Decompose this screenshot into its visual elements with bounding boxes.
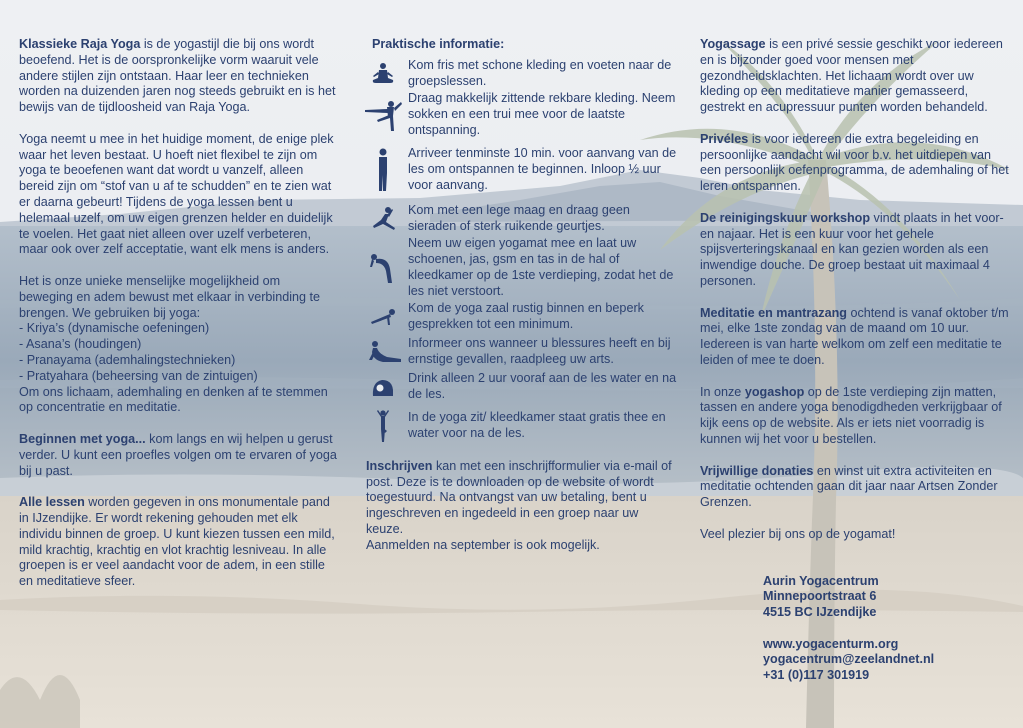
yogassage-text: is een privé sessie geschikt voor iedereen en is bijzonder goed voor mensen met gezondheidsklachten. Het lichaam wordt over uw kleding op een meditatieve manier gemasseerd, gestrekt en acupressuur punten worden behandeld. <box>700 37 1003 115</box>
registration-heading: Inschrijven <box>366 458 433 473</box>
lessons-heading: Alle lessen <box>19 495 85 510</box>
workshop-heading: De reinigingskuur workshop <box>700 210 871 225</box>
list-item: - Kriya’s (dynamische oefeningen) <box>19 321 210 336</box>
email-link[interactable]: yogacentrum@zeelandnet.nl <box>763 652 935 667</box>
priveles-paragraph <box>700 132 1015 195</box>
org-name: Aurin Yogacentrum <box>763 573 879 588</box>
lunge-pose-icon <box>358 199 408 239</box>
backbend-pose-icon <box>358 248 408 288</box>
priveles-heading: Privéles <box>700 131 749 146</box>
tip-item <box>358 91 678 139</box>
raja-yoga-heading: Klassieke Raja Yoga <box>19 37 141 51</box>
column-right <box>700 37 1015 684</box>
lessons-text: worden gegeven in ons monumentale pand in IJzendijke. Er wordt rekening gehouden met elk individu binnen de groep. U kunt kiezen tussen een mild, mild krachtig, krachtig en vlot krachtig lesniveau. In alle groepen is er veel aandacht voor de adem, in een stille en meditatieve sfeer. <box>19 495 335 589</box>
tip-text: Neem uw eigen yogamat mee en laat uw schoenen, jas, gsm en tas in de hal of kleedkamer op de 1ste verdieping, zodat het de les niet verstoort. <box>408 236 674 298</box>
breath-paragraph <box>19 274 337 416</box>
tip-text: Kom de yoga zaal rustig binnen en beperk gesprekken tot een minimum. <box>408 301 644 331</box>
workshop-text: vindt plaats in het voor- en najaar. Het is een kuur voor het gehele spijsverteringskanaal en kan gezien worden als een inwendige douche. De groep bestaat uit maximaal 4 personen. <box>700 210 1004 288</box>
contact-block <box>763 637 1015 684</box>
list-item: - Pratyahara (beheersing van de zintuigen) <box>19 368 258 383</box>
yogashop-paragraph <box>700 385 1015 448</box>
raja-yoga-text: is de yogastijl die bij ons wordt beoefend. Het is de oorspronkelijke vorm waaruit vele andere stijlen zijn ontstaan. Haar leer en technieken worden na duizenden jaren nog steeds gebruikt en is het bewijs van de tijdloosheid van Raja Yoga. <box>19 37 336 115</box>
beginners-paragraph <box>19 432 337 479</box>
yoga-elements-list <box>19 321 337 384</box>
tip-item <box>358 237 678 299</box>
tree-pose-icon <box>358 406 408 446</box>
yogashop-heading: yogashop <box>744 384 805 399</box>
tip-text: Kom met een lege maag en draag geen sieraden of sterk ruikende geurtjes. <box>408 203 630 233</box>
tip-text: Draag makkelijk zittende rekbare kleding. Neem sokken en een trui mee voor de laatste ontspanning. <box>408 91 676 137</box>
priveles-text: is voor iedereen die extra begeleiding en persoonlijke aandacht wil voor b.v. het uitdiepen van een persoonlijk oefenprogramma, de ademhaling of het leren ontspannen. <box>700 131 1009 194</box>
child-pose-icon <box>358 367 408 407</box>
tip-item <box>358 139 678 201</box>
workshop-paragraph <box>700 211 1015 290</box>
beginners-heading: Beginnen met yoga... <box>19 431 146 446</box>
column-middle <box>358 37 678 569</box>
postal-city: 4515 BC IJzendijke <box>763 605 877 620</box>
plank-pose-icon <box>358 297 408 337</box>
standing-pose-icon <box>358 150 408 190</box>
tip-item <box>358 335 678 369</box>
meditation-text: ochtend is vanaf oktober t/m mei, elke 1ste zondag van de maand om 10 uur. Iedereen is van harte welkom om zelf een meditatie te leiden of mee te doen. <box>700 305 1009 367</box>
registration-text: kan met een inschrijfformulier via e-mail of post. Deze is te downloaden op de website of wordt toegestuurd. Na ontvangst van uw betaling, bent u ingeschreven en ingedeeld in een groep naar uw keuze. <box>366 458 672 536</box>
column-left <box>19 37 337 606</box>
yogashop-text: op de 1ste verdieping zijn matten, tassen en andere yoga benodigdheden verkrijgbaar of kijk eens op de website. Als er iets niet voorradig is kunnen wij het voor u bestellen. <box>700 384 1002 446</box>
practical-info-heading: Praktische informatie: <box>372 37 505 51</box>
tip-text: Arriveer tenminste 10 min. voor aanvang van de les om ontspannen te beginnen. Inloop ½ uur voor aanvang. <box>408 146 677 192</box>
street-address: Minnepoortstraat 6 <box>763 589 877 604</box>
yogassage-heading: Yogassage <box>700 37 766 51</box>
tip-item <box>358 369 678 405</box>
dancer-pose-icon <box>358 95 408 135</box>
list-item: - Asana’s (houdingen) <box>19 337 142 352</box>
registration-late-text: Aanmelden na september is ook mogelijk. <box>366 537 600 552</box>
raja-yoga-paragraph <box>19 37 337 116</box>
tip-text: Informeer ons wanneer u blessures heeft en bij ernstige gevallen, raadpleeg uw arts. <box>408 336 671 366</box>
lotus-pose-icon <box>358 54 408 94</box>
meditation-heading: Meditatie en mantrazang <box>700 305 847 320</box>
phone-number[interactable]: +31 (0)117 301919 <box>763 668 870 683</box>
donations-heading: Vrijwillige donaties <box>700 463 814 478</box>
tip-item <box>358 57 678 91</box>
yogassage-paragraph <box>700 37 1015 116</box>
yogashop-pre: In onze <box>700 384 745 399</box>
tip-text: Kom fris met schone kleding en voeten naar de groepslessen. <box>408 58 672 88</box>
cobra-pose-icon <box>358 332 408 372</box>
tip-item <box>358 405 678 447</box>
beginners-text: kom langs en wij helpen u gerust verder. U kunt een proefles volgen om te ervaren of yoga bij u past. <box>19 431 337 478</box>
meditation-paragraph <box>700 306 1015 369</box>
tip-text: In de yoga zit/ kleedkamer staat gratis thee en water voor na de les. <box>408 410 666 440</box>
lessons-paragraph <box>19 495 337 590</box>
registration-paragraph <box>366 459 678 554</box>
tip-item <box>358 299 678 335</box>
closing-line: Veel plezier bij ons op de yogamat! <box>700 526 896 541</box>
breath-outro: Om ons lichaam, ademhaling en denken af te stemmen op concentratie en meditatie. <box>19 384 328 415</box>
breath-intro: Het is onze unieke menselijke mogelijkheid om beweging en adem bewust met elkaar in verbinding te brengen. We gebruiken bij yoga: <box>19 273 321 320</box>
tip-text: Drink alleen 2 uur vooraf aan de les water en na de les. <box>408 371 677 401</box>
tip-item <box>358 201 678 237</box>
address-block <box>763 574 1015 621</box>
website-link[interactable]: www.yogacenturm.org <box>763 636 899 651</box>
donations-paragraph <box>700 464 1015 511</box>
list-item: - Pranayama (ademhalingstechnieken) <box>19 352 236 367</box>
yoga-moment-paragraph: Yoga neemt u mee in het huidige moment, de enige plek waar het leven bestaat. U hoeft niet flexibel te zijn om yoga te beoefenen want dat wordt u vanzelf, alleen bereid zijn om “stof van u af te schudden” en te zien wat er daarna gebeurt! Tijdens de yoga lessen bent u helemaal uzelf, om uw eigen grenzen helder en duidelijk te voelen. Het gaat niet alleen over uzelf verbeteren, maar ook over zelf acceptatie, want elk mens is anders. <box>19 131 334 257</box>
donations-text: en winst uit extra activiteiten en meditatie ochtenden gaan dit jaar naar Artsen Zonder Grenzen. <box>700 463 998 510</box>
